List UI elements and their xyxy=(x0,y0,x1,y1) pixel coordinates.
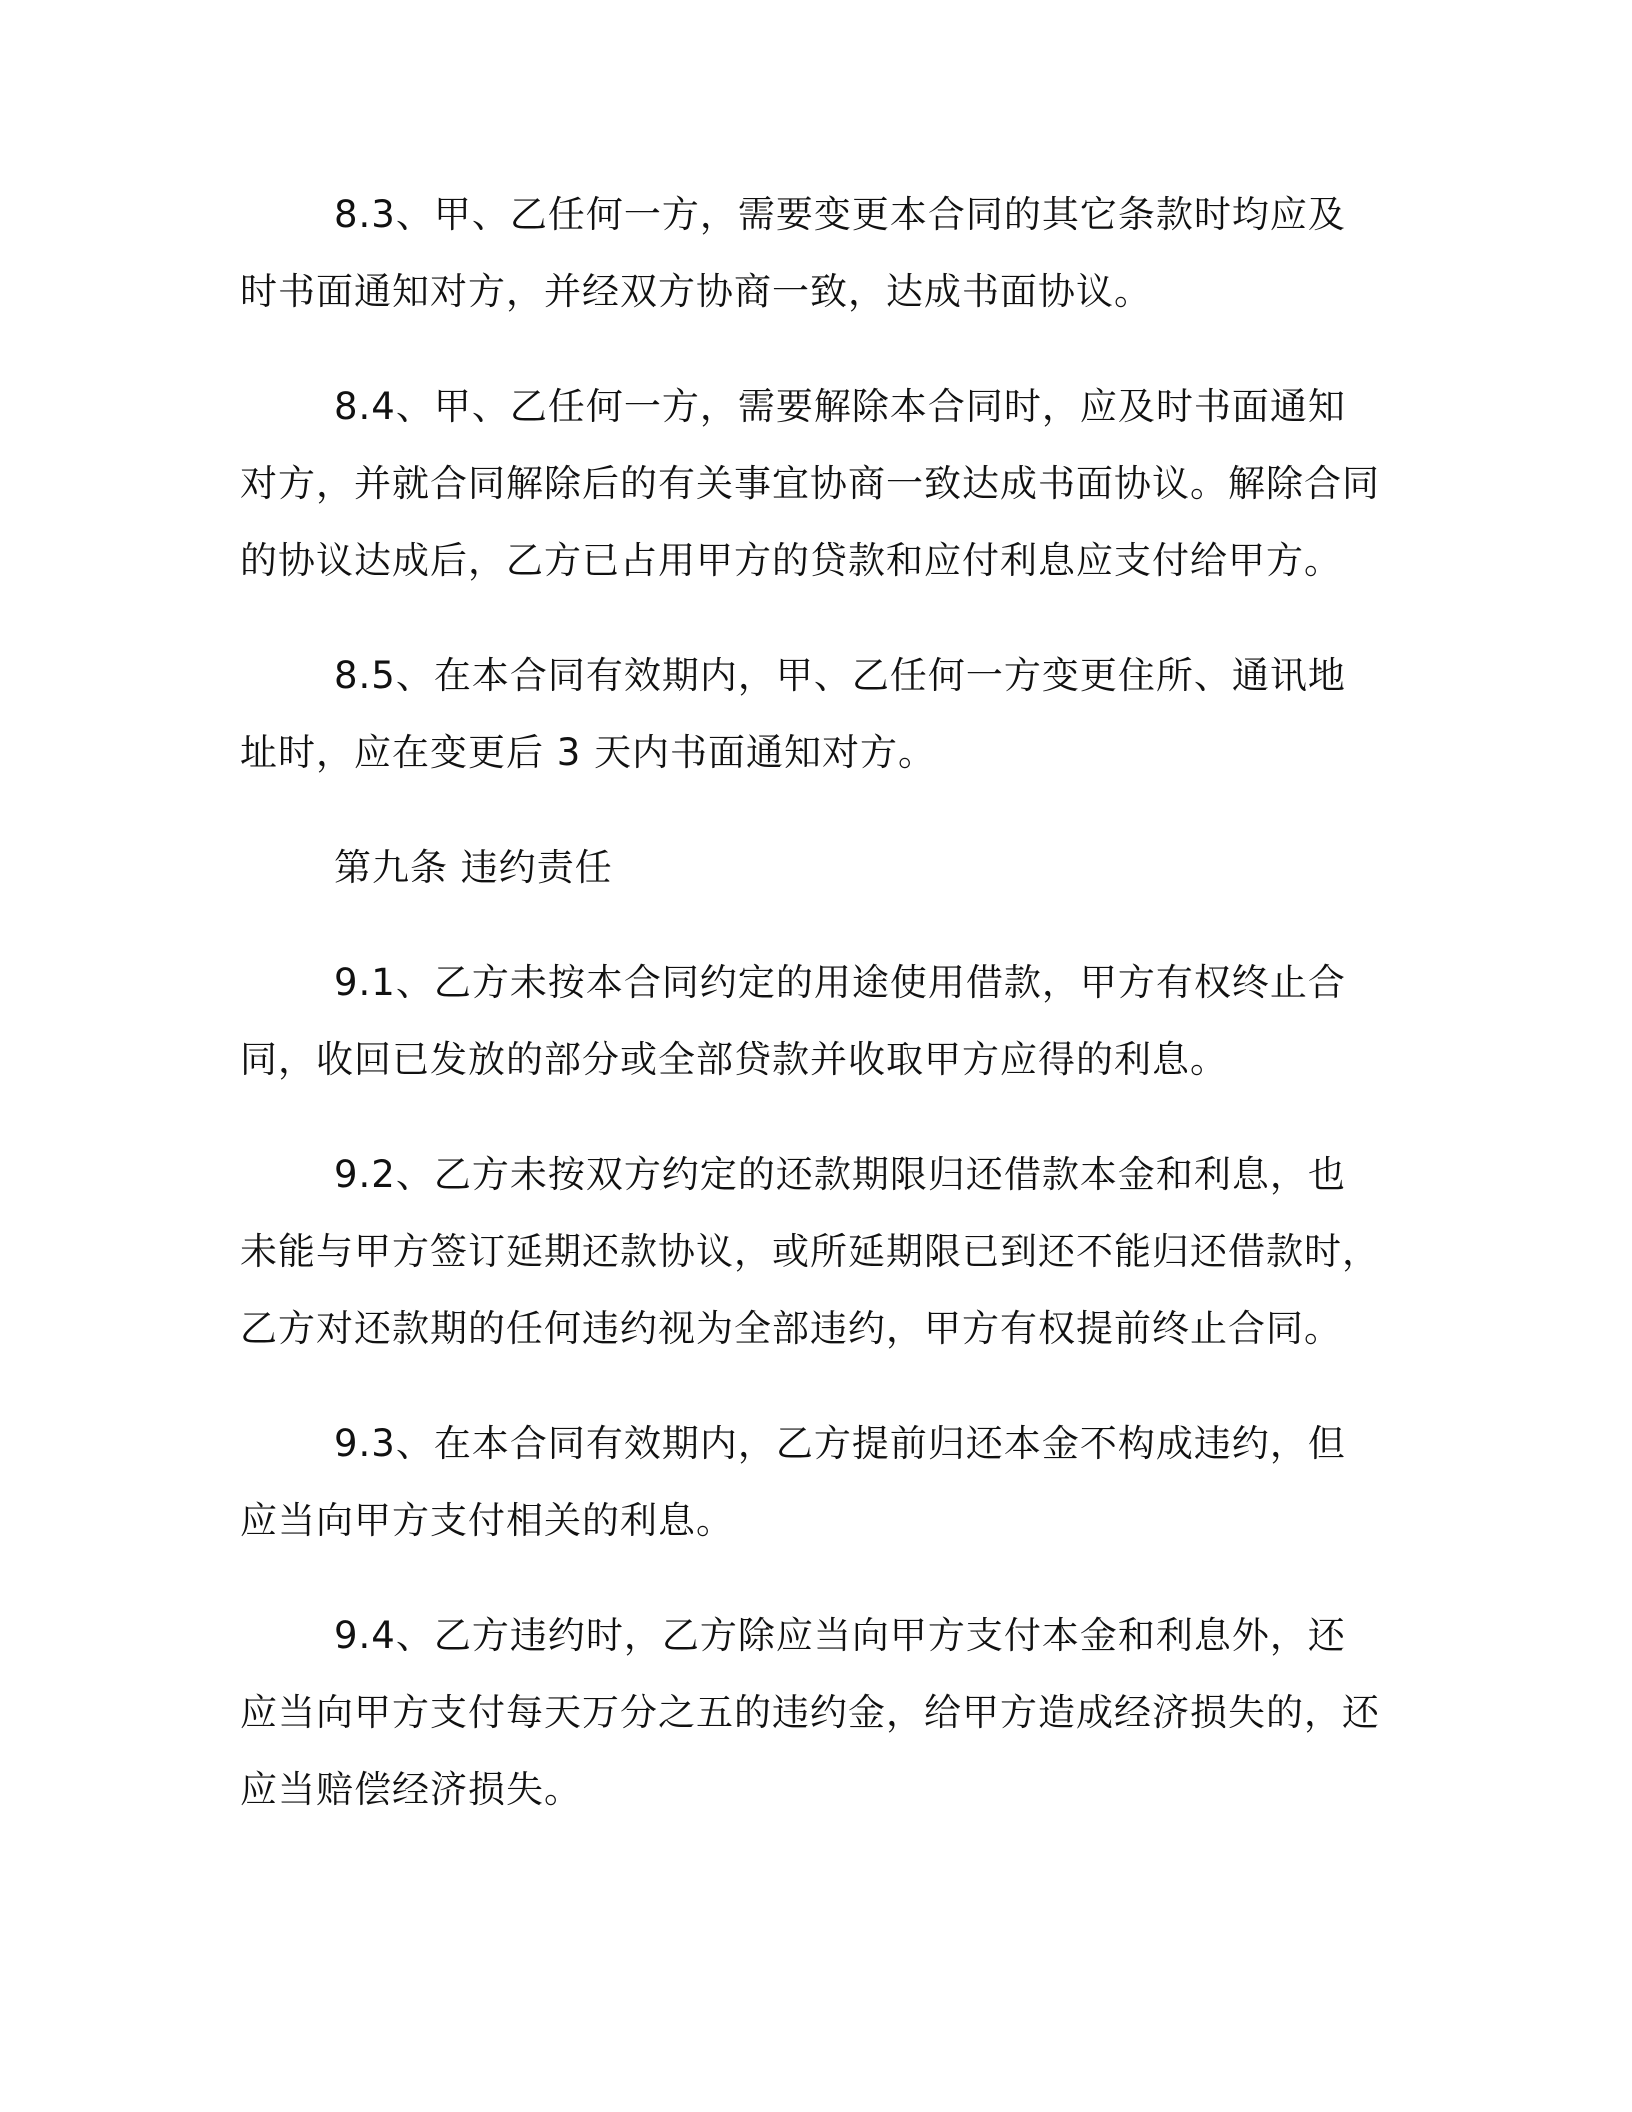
clause-9-1: 9.1、乙方未按本合同约定的用途使用借款，甲方有权终止合同，收回已发放的部分或全部贷款并收取甲方应得的利息。 xyxy=(240,961,1346,1081)
clause-8-5: 8.5、在本合同有效期内，甲、乙任何一方变更住所、通讯地址时，应在变更后 3 天内书面通知对方。 xyxy=(240,654,1346,774)
clause-8-3: 8.3、甲、乙任何一方，需要变更本合同的其它条款时均应及时书面通知对方，并经双方协商一致，达成书面协议。 xyxy=(240,193,1346,313)
clause-9-2: 9.2、乙方未按双方约定的还款期限归还借款本金和利息，也未能与甲方签订延期还款协议，或所延期限已到还不能归还借款时，乙方对还款期的任何违约视为全部违约，甲方有权提前终止合同。 xyxy=(240,1153,1380,1350)
section-heading-article-9: 第九条 违约责任 xyxy=(334,846,613,889)
document-body xyxy=(240,176,1380,1866)
clause-8-4: 8.4、甲、乙任何一方，需要解除本合同时，应及时书面通知对方，并就合同解除后的有关事宜协商一致达成书面协议。解除合同的协议达成后，乙方已占用甲方的贷款和应付利息应支付给甲方。 xyxy=(240,385,1380,582)
clause-9-3: 9.3、在本合同有效期内，乙方提前归还本金不构成违约，但应当向甲方支付相关的利息。 xyxy=(240,1422,1346,1542)
clause-9-4: 9.4、乙方违约时，乙方除应当向甲方支付本金和利息外，还应当向甲方支付每天万分之五的违约金，给甲方造成经济损失的，还应当赔偿经济损失。 xyxy=(240,1614,1380,1811)
